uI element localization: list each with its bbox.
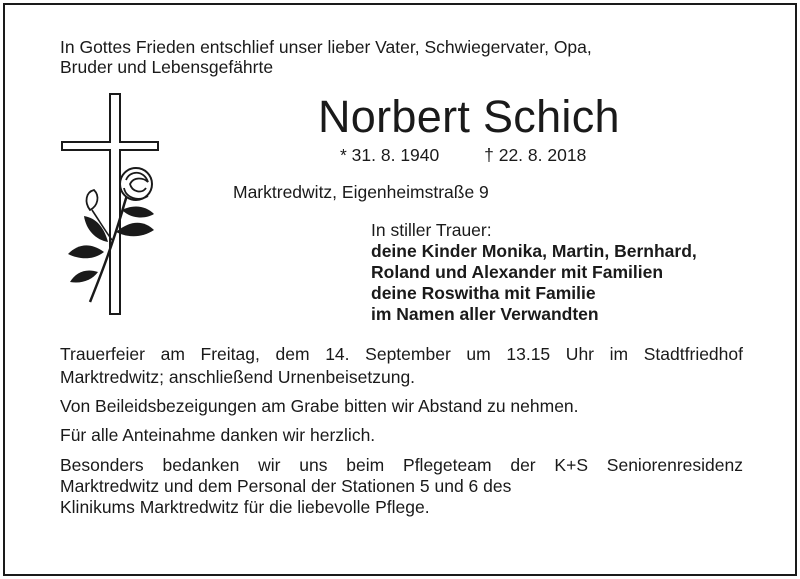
- special-thanks-line-2: Marktredwitz und dem Personal der Stationen 5 und 6 des: [60, 476, 512, 496]
- mourners-heading: In stiller Trauer:: [371, 220, 492, 240]
- mourner-line: Roland und Alexander mit Familien: [371, 262, 664, 282]
- special-thanks-line-3: Klinikums Marktredwitz für die liebevolle Pflege.: [60, 497, 430, 517]
- condolences-note: Von Beileidsbezeigungen am Grabe bitten wir Abstand zu nehmen.: [60, 396, 579, 416]
- mourner-line: deine Kinder Monika, Martin, Bernhard,: [371, 241, 697, 261]
- funeral-line-2: Marktredwitz; anschließend Urnenbeisetzung.: [60, 367, 416, 387]
- birth-date: * 31. 8. 1940: [340, 145, 440, 165]
- mourner-line: deine Roswitha mit Familie: [371, 283, 596, 303]
- death-date: † 22. 8. 2018: [484, 145, 587, 165]
- thanks-note: Für alle Anteinahme danken wir herzlich.: [60, 425, 376, 445]
- funeral-line-1: Trauerfeier am Freitag, dem 14. September um 13.15 Uhr im Stadtfriedhof: [60, 344, 743, 364]
- intro-line-1: In Gottes Frieden entschlief unser lieber Vater, Schwiegervater, Opa,: [60, 37, 592, 57]
- cross-rose-icon: [60, 92, 170, 322]
- deceased-name: Norbert Schich: [318, 91, 620, 142]
- deceased-address: Marktredwitz, Eigenheimstraße 9: [233, 182, 489, 202]
- life-dates: [340, 145, 586, 166]
- mourner-line: im Namen aller Verwandten: [371, 304, 599, 324]
- intro-line-2: Bruder und Lebensgefährte: [60, 57, 274, 77]
- special-thanks-line-1: Besonders bedanken wir uns beim Pflegeteam der K+S Seniorenresidenz: [60, 455, 743, 475]
